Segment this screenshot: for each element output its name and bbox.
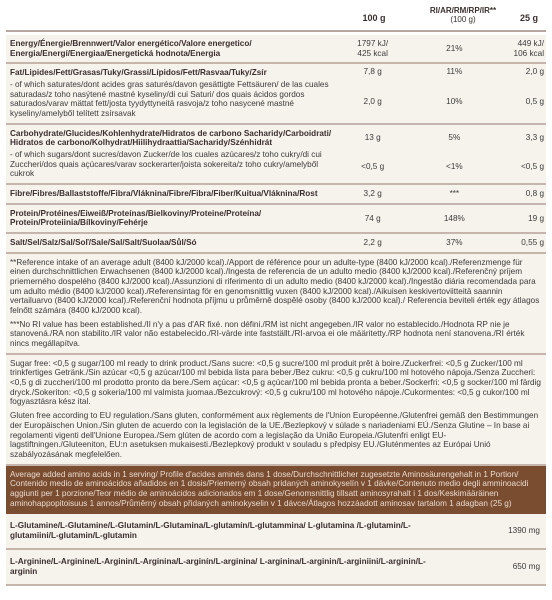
- carb-label: Carbohydrate/Glucides/Kohlenhydrate/Hidratos de carbono Sacharidy/Carboidrati/ Hidratos de carbono/Kolhydrat/Hiilihydraattia/Sacharidy/Szénhidrát: [10, 128, 332, 148]
- row-energy: [6, 35, 546, 64]
- energy-ri: 21%: [446, 43, 463, 53]
- table-header: [6, 4, 546, 32]
- salt-label: Salt/Sel/Salz/Sal/Soľ/Sale/Sal/Salt/Suolaa/Sůl/Só: [10, 238, 197, 248]
- fat-25g: 2,0 g: [525, 67, 545, 77]
- saturates-100g: 2,0 g: [363, 96, 382, 106]
- ri-note: **Reference intake of an average adult (8400 kJ/2000 kcal)./Apport de référence pour un adulte-type (8400 kJ/2000 kcal)./Referenzmenge für einen durchschnittlichen Erwachsenen (8400 kJ/2000 kcal)./Ingesta de referencia de un adulto medio (8400 kJ/2000 kcal)./Referenčný príjem priemerného dospelého (8400 kJ/2000 kcal)./Assunzioni di riferimento di un adulto medio (8400 kJ/2000 kcal)./Ingestão diária recomendada para um adulto médio (8400 kJ/2000 kcal)./Referensintag för en genomsnittlig vuxen (8400 kJ/2000 kcal)./Aikuisen keskivertoviitteitä saannin vertailuarvo (8400 kJ/2000 kcal)./Referenční hodnota příjmu u průměrně dospělé osoby (8400 kJ/2000 kcal)./ Referencia beviteli érték egy átlagos felnőtt számára (8400 kJ/2000 kcal).: [10, 257, 540, 316]
- header-25g: 25 g: [519, 13, 538, 23]
- carb-100g: 13 g: [364, 132, 381, 142]
- protein-ri: 148%: [443, 213, 465, 223]
- protein-label: Protein/Protéines/Eiweiß/Proteínas/Bielkoviny/Proteine/Proteína/ Protein/Proteiinia/Bílkoviny/Fehérje: [10, 208, 262, 228]
- saturates-ri: 10%: [446, 96, 463, 106]
- energy-25g: 449 kJ/ 106 kcal: [513, 39, 545, 58]
- reference-notes: [6, 254, 546, 355]
- amino-row-arginine: [6, 550, 546, 586]
- salt-100g: 2,2 g: [363, 238, 382, 248]
- header-100g: 100 g: [362, 13, 386, 23]
- fat-ri: 11%: [446, 67, 463, 77]
- sugar-free-note: Sugar free: <0,5 g sugar/100 ml ready to drink product./Sans sucre: <0,5 g sucre/100 ml produit prêt à boire./Zuckerfrei: <0,5 g Zucker/100 ml trinkfertiges Getränk./Sin azúcar <0,5 g azúcar/100 ml bebida lista para beber./Bez cukru: <0,5 g cukru/100 ml hotového nápoja./Senza Zuccheri: <0,5 g di zuccheri/100 ml prodotto pronto da bere./Sem açúcar: <0,5 g açúcar/100 ml bebida pronta a beber./Sockerfri: <0,5 g socker/100 ml färdig dryck./Sokeriton: <0,5 g sokeria/100 ml valmista juomaa./Bezcukrový: <0,5 g cukru/100 ml hotového nápoje./Cukormentes: <0,5 g cukor/100 ml fogyasztásra kész ital.: [10, 358, 541, 407]
- arginine-value: 650 mg: [512, 562, 540, 572]
- glutamine-value: 1390 mg: [508, 526, 540, 536]
- row-protein: [6, 205, 546, 234]
- sugars-100g: <0,5 g: [361, 161, 385, 171]
- row-fat: [6, 64, 546, 124]
- sugars-ri: <1%: [446, 161, 463, 171]
- claims-notes: [6, 355, 546, 466]
- carb-25g: 3,3 g: [525, 132, 545, 142]
- row-fibre: [6, 185, 546, 205]
- row-carbohydrate: [6, 125, 546, 185]
- fibre-25g: 0,8 g: [525, 189, 545, 199]
- protein-100g: 74 g: [364, 213, 381, 223]
- gluten-free-note: Gluten free according to EU regulation./Sans gluten, conformément aux règlements de l'Union Européenne./Glutenfrei gemäß den Bestimmungen der Europäischen Union./Sin gluten de acuerdo con la legislación de la UE./Bezlepkový v súlade s nariadeniami EÚ./Senza Glutine – In base ai regolamenti vigenti dell'Unione Europea./Sem glúten de acordo com a legislação da União Europeia./Glutenfri enligt EU-lagstiftningen./Gluteeniton, EU:n asetuksen mukaisesti./Bezlepkový produkt v souladu s předpisy EU./Gluténmentes az Európai Unió szabályozásának megfelelően.: [10, 411, 539, 459]
- fibre-label: Fibre/Fibres/Ballaststoffe/Fibra/Vláknina/Fibre/Fibra/Fiber/Kuitua/Vláknina/Rost: [10, 189, 318, 199]
- sugars-label: - of which sugars/dont sucres/davon Zucker/de los cuales azúcares/z toho cukry/di cui Zuccheri/dos quais açúcares/varav sockerarter/joista sokereita/z toho cukry/amelyből cukrok: [10, 150, 322, 179]
- energy-100g: 1797 kJ/ 425 kcal: [357, 39, 389, 58]
- salt-25g: 0,55 g: [521, 238, 545, 248]
- fibre-100g: 3,2 g: [363, 189, 382, 199]
- amino-row-glutamine: [6, 514, 546, 550]
- arginine-label: L-Arginine/L-Arginine/L-Arginin/L-Arginina/L-arginín/L-arginina/ L-arginina/L-arginin/L-arginiini/L-arginin/L-arginin: [10, 557, 426, 576]
- saturates-label: - of which saturates/dont acides gras saturés/davon gesättigte Fettsäuren/ de las cuales saturadas/z toho nasýtené mastné kyseliny/di cui Saturi/ dos quais ácidos gordos saturados/varav mättat fett/josta tyydyttyneitä rasvoja/z toho nasycené mastné kyseliny/amelyből telített zsírsavak: [10, 80, 329, 119]
- salt-ri: 37%: [446, 238, 463, 248]
- glutamine-label: L-Glutamine/L-Glutamine/L-Glutamin/L-Glutamina/L-glutamín/L-glutammina/ L-glutamina /L-glutamin/L-glutamiini/L-glutamin/L-glutamin: [10, 521, 411, 540]
- protein-25g: 19 g: [528, 213, 545, 223]
- saturates-25g: 0,5 g: [525, 96, 545, 106]
- energy-label: Energy/Énergie/Brennwert/Valor energético/Valore energetico/ Energia/Energí/Energiaa/Energetická hodnota/Energia: [10, 39, 252, 58]
- fat-label: Fat/Lipides/Fett/Grasas/Tuky/Grassi/Lípidos/Fett/Rasvaa/Tuky/Zsír: [10, 68, 267, 78]
- sugars-25g: <0,5 g: [521, 161, 545, 171]
- row-salt: [6, 234, 546, 254]
- amino-acid-heading: Average added amino acids in 1 serving/ Profile d'acides aminés dans 1 dose/Durchschnittlicher zugesetzte Aminosäurengehalt in 1 Portion/ Contenido medio de aminoácidos añadidos en 1 dosis/Priemerný obsah pridaných aminokyselín v 1 dávke/Contenuto medio degli amminoacidi aggiunti per 1 porzione/Teor médio de aminoácidos adicionados em 1 dose/Genomsnittlig tillsatt aminosyrahalt i 1 dos/Keskimääräinen aminohappopitoisuus 1 annos/Průměrný obsah přidaných aminokyselin v 1 dávce/Átlagos hozzáadott aminosav tartalom 1 adagban (25 g): [6, 466, 546, 514]
- carb-ri: 5%: [448, 132, 461, 142]
- no-ri-note: ***No RI value has been established./Il n'y a pas d'AR fixé. non défini./RM ist nicht angegeben./IR valor no establecido./Hodnota RP nie je stanovená./RA non stabilito./IR valor não estabelecido./RI-värde inte fastställt./RI-arvoa ei ole määritetty./RP hodnota není stanovena./RI érték nincs megállapítva.: [10, 319, 525, 349]
- fibre-ri: ***: [449, 189, 460, 199]
- header-ri: RI/AR/RM/RP/IR** (100 g): [429, 6, 497, 25]
- fat-100g: 7,8 g: [363, 67, 382, 77]
